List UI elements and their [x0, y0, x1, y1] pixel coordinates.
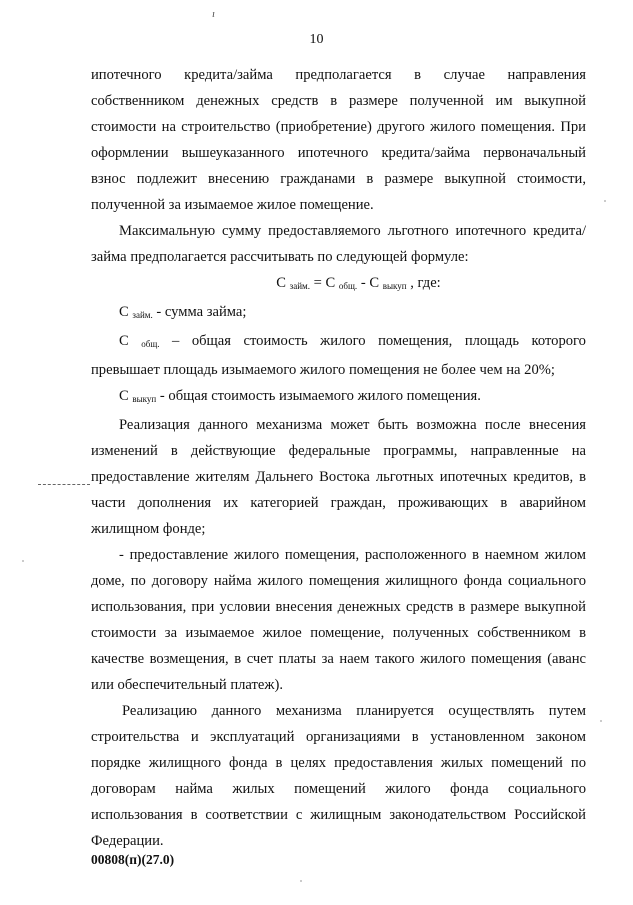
page-mark: ı [212, 8, 216, 20]
formula-sub-total: общ. [338, 281, 358, 291]
scan-dash-line [38, 484, 90, 485]
scan-speck [600, 720, 602, 722]
formula-sub-buyout: выкуп [382, 281, 407, 291]
document-code: 00808(п)(27.0) [91, 852, 175, 867]
formula-equals: = С [313, 275, 339, 291]
definition-text: – общая стоимость жилого помещения, площадь которого превышает площадь изымаемого жилого помещения не более чем на 20%; [91, 333, 586, 378]
definition-buyout [91, 383, 586, 412]
scan-speck [604, 200, 606, 202]
formula-minus: - С [360, 275, 383, 291]
definition-total [91, 328, 586, 383]
formula-tail: , где: [410, 275, 441, 291]
scan-speck [22, 560, 24, 562]
definition-loan [91, 299, 586, 328]
definition-symbol: С [119, 388, 133, 404]
formula-c-loan: С [276, 275, 286, 291]
definition-symbol: С [119, 333, 142, 349]
loan-formula [91, 270, 586, 299]
definition-sub: общ. [141, 339, 160, 349]
paragraph-3: Реализация данного механизма может быть возможна после внесения изменений в действующие федеральные программы, направленные на предоставление жителям Дальнего Востока льготных ипотечных кредитов, в части дополнения их категорией граждан, проживающих в аварийном жилищном фонде; [91, 417, 586, 537]
formula-sub-loan: займ. [289, 281, 310, 291]
paragraph-4: - предоставление жилого помещения, расположенного в наемном жилом доме, по договору найма жилого помещения жилищного фонда социального использования, при условии внесения денежных средств в размере выкупной стоимости за изымаемое жилое помещение, полученных собственником в качестве возмещения, в счет платы за наем такого жилого помещения (аванс или обеспечительный платеж). [91, 547, 586, 693]
document-body [91, 62, 586, 854]
paragraph-5: Реализацию данного механизма планируется осуществлять путем строительства и эксплуатаций организациями в установленном законом порядке жилищного фонда в целях предоставления жилых помещений по договорам найма жилых помещений жилого фонда социального использования в соответствии с жилищным законодательством Российской Федерации. [91, 703, 586, 849]
page-number: 10 [309, 32, 324, 47]
definition-text: - сумма займа; [152, 304, 247, 320]
definition-symbol: С [119, 304, 133, 320]
paragraph-2: Максимальную сумму предоставляемого льготного ипотечного кредита/займа предполагается рассчитывать по следующей формуле: [91, 223, 586, 265]
definition-text: - общая стоимость изымаемого жилого помещения. [156, 388, 481, 404]
definition-sub: займ. [132, 310, 153, 320]
definition-sub: выкуп [132, 394, 157, 404]
paragraph-1: ипотечного кредита/займа предполагается в случае направления собственником денежных средств в размере полученной им выкупной стоимости на строительство (приобретение) другого жилого помещения. При оформлении вышеуказанного ипотечного кредита/займа первоначальный взнос подлежит внесению гражданами в размере выкупной стоимости, полученной за изымаемое жилое помещение. [91, 67, 586, 213]
scan-speck [300, 880, 302, 882]
